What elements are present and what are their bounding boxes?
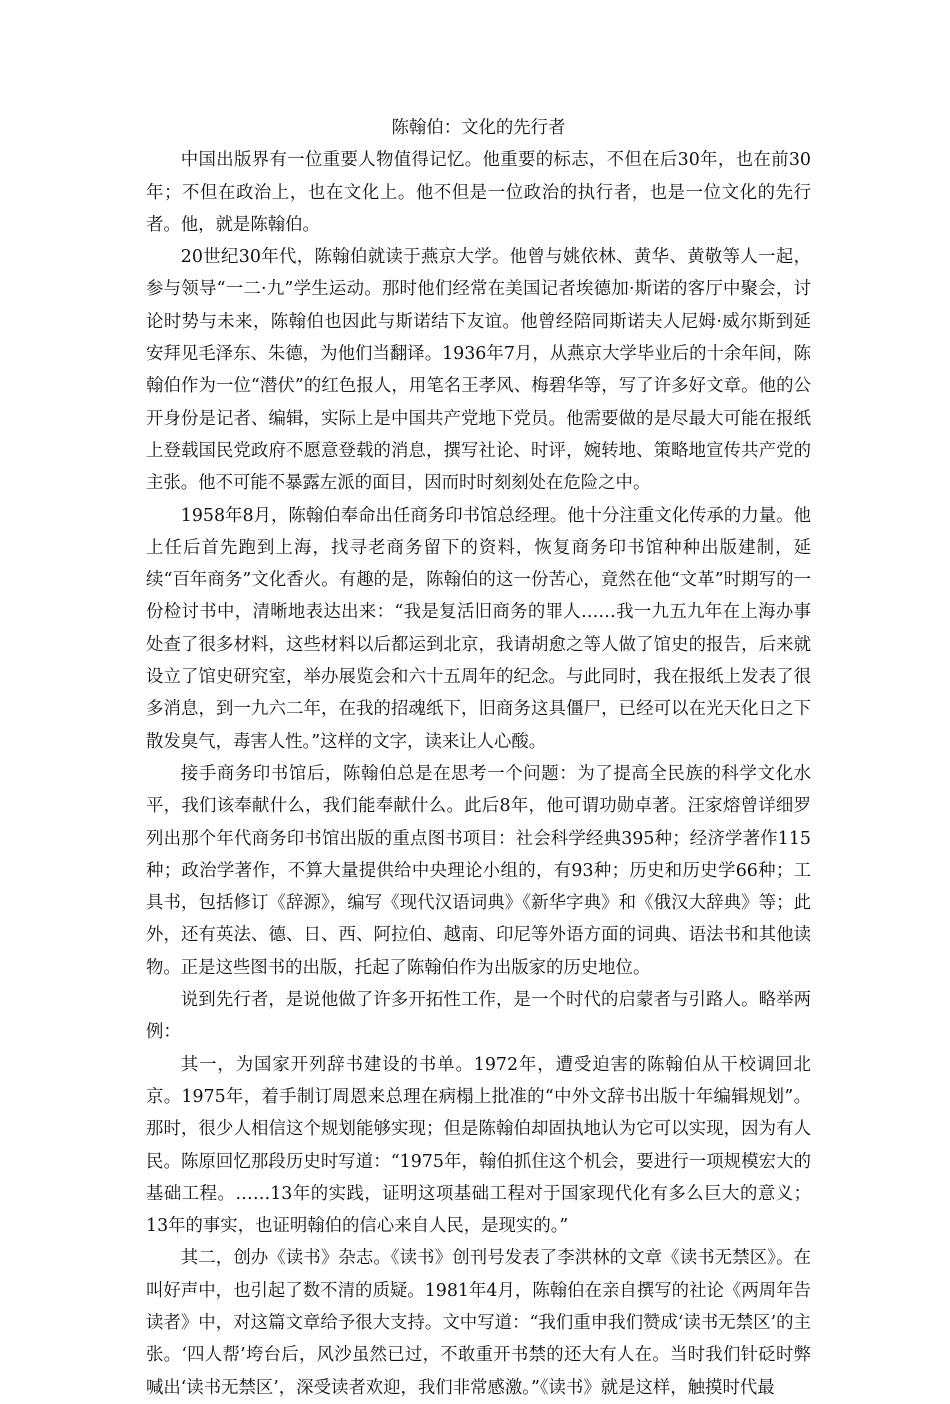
paragraph-achievements: 接手商务印书馆后，陈翰伯总是在思考一个问题：为了提高全民族的科学文化水平，我们该奉献什么，我们能奉献什么。此后8年，他可谓功勋卓著。汪家熔曾详细罗列出那个年代商务印书馆出版的重点图书项目：社会科学经典395种；经济学著作115种；政治学著作，不算大量提供给中央理论小组的，有93种；历史和历史学66种；工具书，包括修订《辞源》，编写《现代汉语词典》《新华字典》和《俄汉大辞典》等；此外，还有英法、德、日、西、阿拉伯、越南、印尼等外语方面的词典、语法书和其他读物。正是这些图书的出版，托起了陈翰伯作为出版家的历史地位。 (146, 763, 811, 978)
paragraph-pioneer: 说到先行者，是说他做了许多开拓性工作，是一个时代的启蒙者与引路人。略举两例： (146, 990, 811, 1043)
document-page (146, 112, 811, 1404)
paragraph-dushu-magazine: 其二，创办《读书》杂志。《读书》创刊号发表了李洪林的文章《读书无禁区》。在叫好声中，也引起了数不清的质疑。1981年4月，陈翰伯在亲自撰写的社论《两周年告读者》中，对这篇文章给予很大支持。文中写道：“我们重申我们赞成‘读书无禁区’的主张。‘四人帮’垮台后，风沙虽然已过，不敢重开书禁的还大有人在。当时我们针砭时弊喊出‘读书无禁区’，深受读者欢迎，我们非常感激。”《读书》就是这样，触摸时代最 (146, 1248, 811, 1398)
paragraph-yenching: 20世纪30年代，陈翰伯就读于燕京大学。他曾与姚依林、黄华、黄敬等人一起，参与领导“一二·九”学生运动。那时他们经常在美国记者埃德加·斯诺的客厅中聚会，讨论时势与未来，陈翰伯也因此与斯诺结下友谊。他曾经陪同斯诺夫人尼姆·威尔斯到延安拜见毛泽东、朱德，为他们当翻译。1936年7月，从燕京大学毕业后的十余年间，陈翰伯作为一位“潜伏”的红色报人，用笔名王孝风、梅碧华等，写了许多好文章。他的公开身份是记者、编辑，实际上是中国共产党地下党员。他需要做的是尽最大可能在报纸上登载国民党政府不愿意登载的消息，撰写社论、时评，婉转地、策略地宣传共产党的主张。他不可能不暴露左派的面目，因而时时刻刻处在危险之中。 (146, 247, 811, 494)
paragraph-intro: 中国出版界有一位重要人物值得记忆。他重要的标志，不但在后30年，也在前30年；不但在政治上，也在文化上。他不但是一位政治的执行者，也是一位文化的先行者。他，就是陈翰伯。 (146, 150, 811, 235)
paragraph-dictionary-plan: 其一，为国家开列辞书建设的书单。1972年，遭受迫害的陈翰伯从干校调回北京。1975年，着手制订周恩来总理在病榻上批准的“中外文辞书出版十年编辑规划”。那时，很少人相信这个规划能够实现；但是陈翰伯却固执地认为它可以实现，因为有人民。陈原回忆那段历史时写道：“1975年，翰伯抓住这个机会，要进行一项规模宏大的基础工程。……13年的实践，证明这项基础工程对于国家现代化有多么巨大的意义；13年的事实，也证明翰伯的信心来自人民，是现实的。” (146, 1054, 811, 1237)
paragraph-commercial-press: 1958年8月，陈翰伯奉命出任商务印书馆总经理。他十分注重文化传承的力量。他上任后首先跑到上海，找寻老商务留下的资料，恢复商务印书馆种种出版建制，延续“百年商务”文化香火。有趣的是，陈翰伯的这一份苦心，竟然在他“文革”时期写的一份检讨书中，清晰地表达出来：“我是复活旧商务的罪人……我一九五九年在上海办事处查了很多材料，这些材料以后都运到北京，我请胡愈之等人做了馆史的报告，后来就设立了馆史研究室，举办展览会和六十五周年的纪念。与此同时，我在报纸上发表了很多消息，到一九六二年，在我的招魂纸下，旧商务这具僵尸，已经可以在光天化日之下散发臭气，毒害人性。”这样的文字，读来让人心酸。 (146, 505, 811, 752)
article-title: 陈翰伯：文化的先行者 (391, 118, 566, 138)
